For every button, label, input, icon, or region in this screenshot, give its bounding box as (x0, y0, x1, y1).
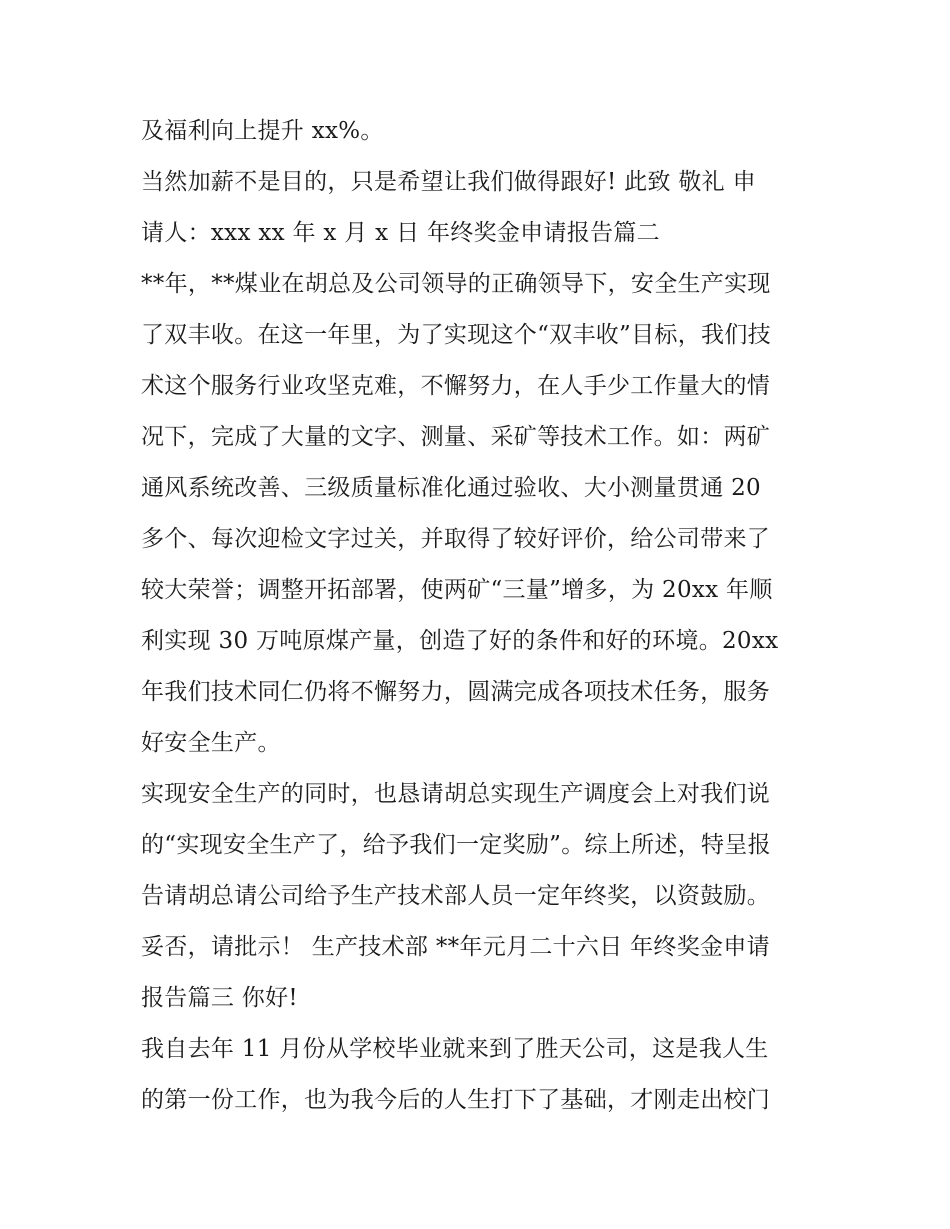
text-line: 术这个服务行业攻坚克难，不懈努力，在人手少工作量大的情 (141, 373, 771, 399)
text-line: 较大荣誉；调整开拓部署，使两矿“三量”增多，为 20xx 年顺 (141, 577, 773, 603)
text-line: 妥否，请批示！ 生产技术部 **年元月二十六日 年终奖金申请 (141, 934, 770, 960)
text-line: 请人：xxx xx 年 x 月 x 日 年终奖金申请报告篇二 (141, 220, 660, 246)
text-line: 好安全生产。 (141, 730, 281, 756)
text-line: **年，**煤业在胡总及公司领导的正确领导下，安全生产实现 (141, 271, 771, 297)
text-line: 报告篇三 你好! (141, 985, 298, 1011)
text-line: 的“实现安全生产了，给予我们一定奖励”。综上所述，特呈报 (141, 832, 771, 858)
text-line: 利实现 30 万吨原煤产量，创造了好的条件和好的环境。20xx (141, 628, 779, 654)
text-line: 当然加薪不是目的，只是希望让我们做得跟好! 此致 敬礼 申 (141, 169, 756, 195)
text-line: 通风系统改善、三级质量标准化通过验收、大小测量贯通 20 (141, 475, 761, 501)
text-line: 多个、每次迎检文字过关，并取得了较好评价，给公司带来了 (141, 526, 771, 552)
text-line: 了双丰收。在这一年里，为了实现这个“双丰收”目标，我们技 (141, 322, 771, 348)
text-line: 及福利向上提升 xx%。 (141, 118, 384, 144)
text-line: 告请胡总请公司给予生产技术部人员一定年终奖，以资鼓励。 (141, 883, 771, 909)
text-line: 我自去年 11 月份从学校毕业就来到了胜天公司，这是我人生 (141, 1036, 769, 1062)
text-line: 的第一份工作，也为我今后的人生打下了基础，才刚走出校门 (141, 1087, 771, 1113)
text-line: 年我们技术同仁仍将不懈努力，圆满完成各项技术任务，服务 (141, 679, 771, 705)
text-line: 实现安全生产的同时，也恳请胡总实现生产调度会上对我们说 (141, 781, 771, 807)
text-line: 况下，完成了大量的文字、测量、采矿等技术工作。如：两矿 (141, 424, 771, 450)
